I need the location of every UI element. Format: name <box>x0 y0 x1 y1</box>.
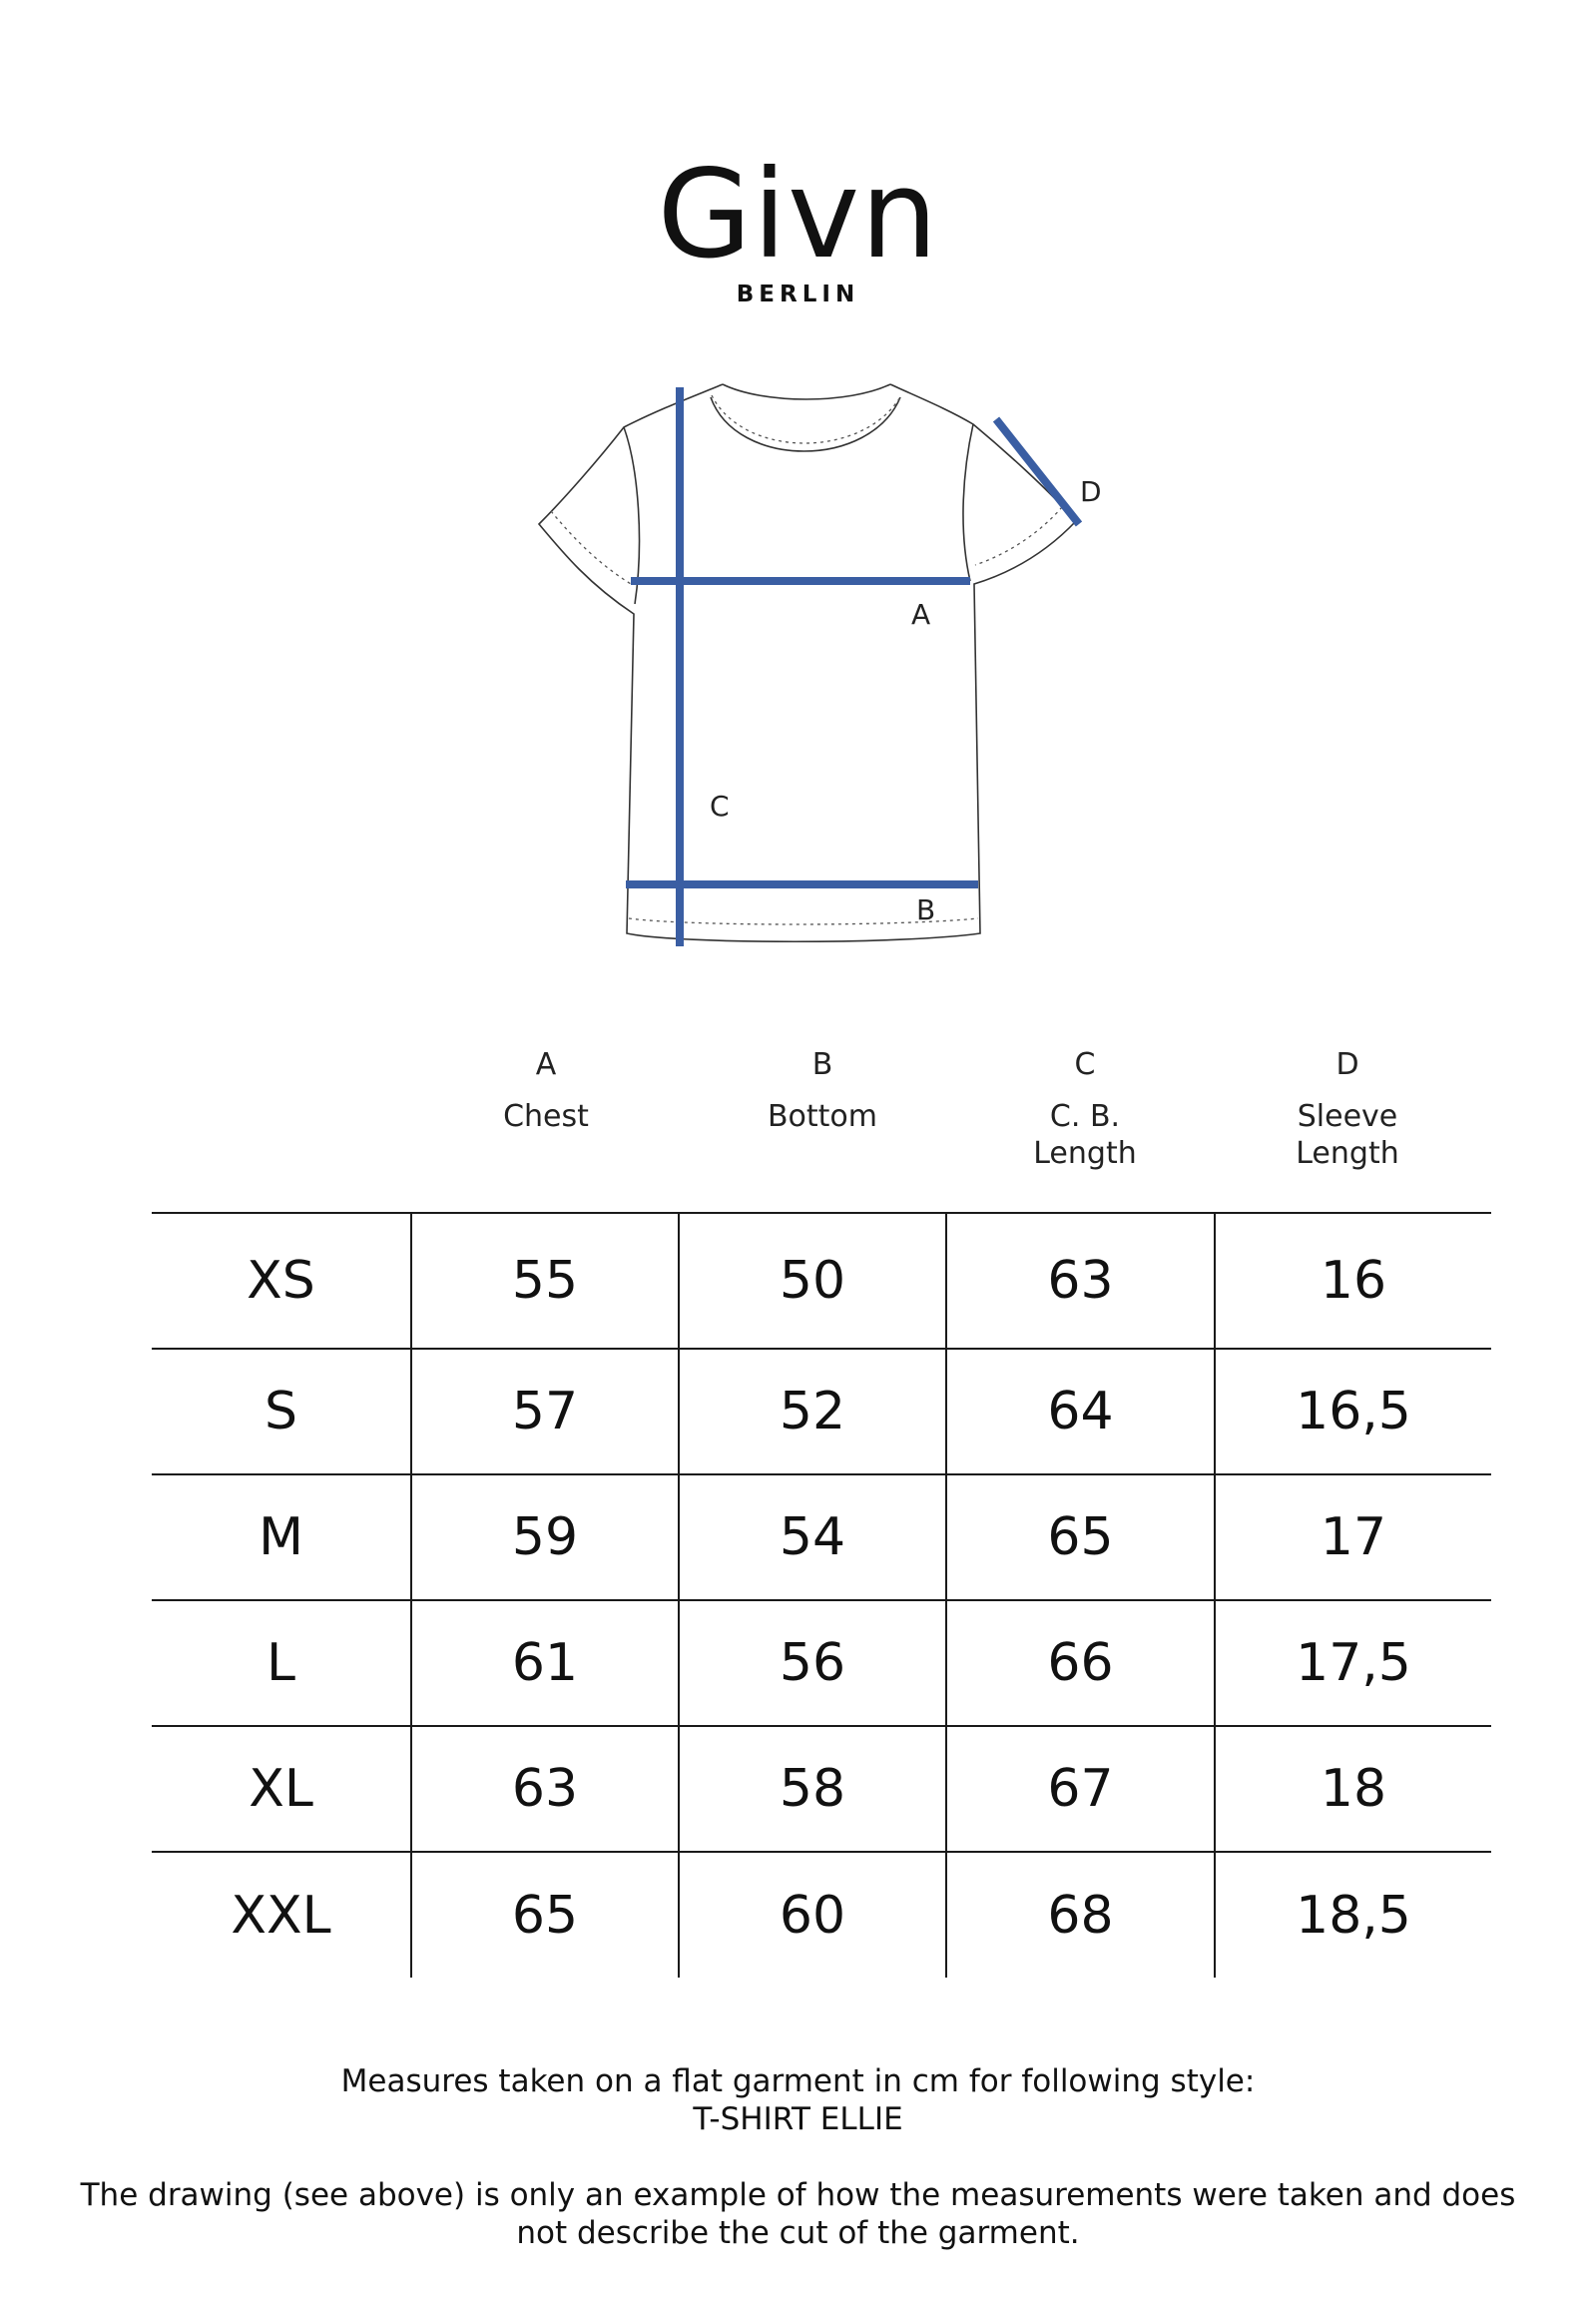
size-cell: XL <box>152 1726 411 1852</box>
disclaimer-line-1: The drawing (see above) is only an example of how the measurements were taken and does <box>80 2177 1516 2213</box>
measurement-lines <box>626 387 1079 946</box>
table-row <box>152 1852 1491 1978</box>
column-header-cb-length <box>955 1046 1215 1172</box>
measure-line-d <box>996 419 1079 524</box>
column-letter: D <box>1335 1047 1359 1082</box>
column-name: Chest <box>503 1099 589 1134</box>
column-header-bottom <box>693 1046 952 1135</box>
value-cell: 16 <box>1215 1213 1491 1349</box>
table-row <box>152 1349 1491 1474</box>
brand-city: BERLIN <box>736 282 860 307</box>
column-letter: C <box>1074 1047 1096 1082</box>
size-cell: XXL <box>152 1852 411 1978</box>
value-cell: 18,5 <box>1215 1852 1491 1978</box>
value-cell: 61 <box>411 1600 679 1726</box>
disclaimer-line-2: not describe the cut of the garment. <box>516 2215 1080 2251</box>
column-header-chest <box>416 1046 676 1135</box>
column-header-sleeve-length <box>1218 1046 1477 1172</box>
diagram-label-d: D <box>1080 475 1102 508</box>
column-letter: A <box>535 1047 557 1082</box>
value-cell: 57 <box>411 1349 679 1474</box>
diagram-label-a: A <box>911 598 931 631</box>
table-row <box>152 1600 1491 1726</box>
value-cell: 54 <box>679 1474 946 1600</box>
value-cell: 63 <box>411 1726 679 1852</box>
value-cell: 65 <box>946 1474 1215 1600</box>
tshirt-outline <box>539 384 1076 941</box>
value-cell: 16,5 <box>1215 1349 1491 1474</box>
table-row <box>152 1213 1491 1349</box>
column-name: Sleeve Length <box>1296 1099 1399 1171</box>
value-cell: 55 <box>411 1213 679 1349</box>
value-cell: 64 <box>946 1349 1215 1474</box>
size-table <box>152 1212 1491 1978</box>
value-cell: 56 <box>679 1600 946 1726</box>
measure-note: Measures taken on a flat garment in cm for following style: <box>340 2063 1256 2099</box>
size-cell: XS <box>152 1213 411 1349</box>
size-cell: S <box>152 1349 411 1474</box>
value-cell: 50 <box>679 1213 946 1349</box>
size-cell: L <box>152 1600 411 1726</box>
tshirt-measurement-diagram <box>0 0 1596 978</box>
brand-logo: Givn <box>657 144 939 286</box>
value-cell: 52 <box>679 1349 946 1474</box>
value-cell: 59 <box>411 1474 679 1600</box>
column-name: C. B. Length <box>1033 1099 1137 1171</box>
tshirt-stitching <box>551 395 1062 924</box>
value-cell: 60 <box>679 1852 946 1978</box>
value-cell: 17 <box>1215 1474 1491 1600</box>
value-cell: 17,5 <box>1215 1600 1491 1726</box>
style-name: T-SHIRT ELLIE <box>693 2101 903 2137</box>
size-cell: M <box>152 1474 411 1600</box>
value-cell: 63 <box>946 1213 1215 1349</box>
value-cell: 68 <box>946 1852 1215 1978</box>
value-cell: 67 <box>946 1726 1215 1852</box>
value-cell: 66 <box>946 1600 1215 1726</box>
value-cell: 65 <box>411 1852 679 1978</box>
column-name: Bottom <box>767 1099 878 1134</box>
value-cell: 18 <box>1215 1726 1491 1852</box>
diagram-label-b: B <box>916 893 936 926</box>
table-row <box>152 1726 1491 1852</box>
diagram-label-c: C <box>710 790 730 823</box>
value-cell: 58 <box>679 1726 946 1852</box>
column-letter: B <box>811 1047 833 1082</box>
table-row <box>152 1474 1491 1600</box>
